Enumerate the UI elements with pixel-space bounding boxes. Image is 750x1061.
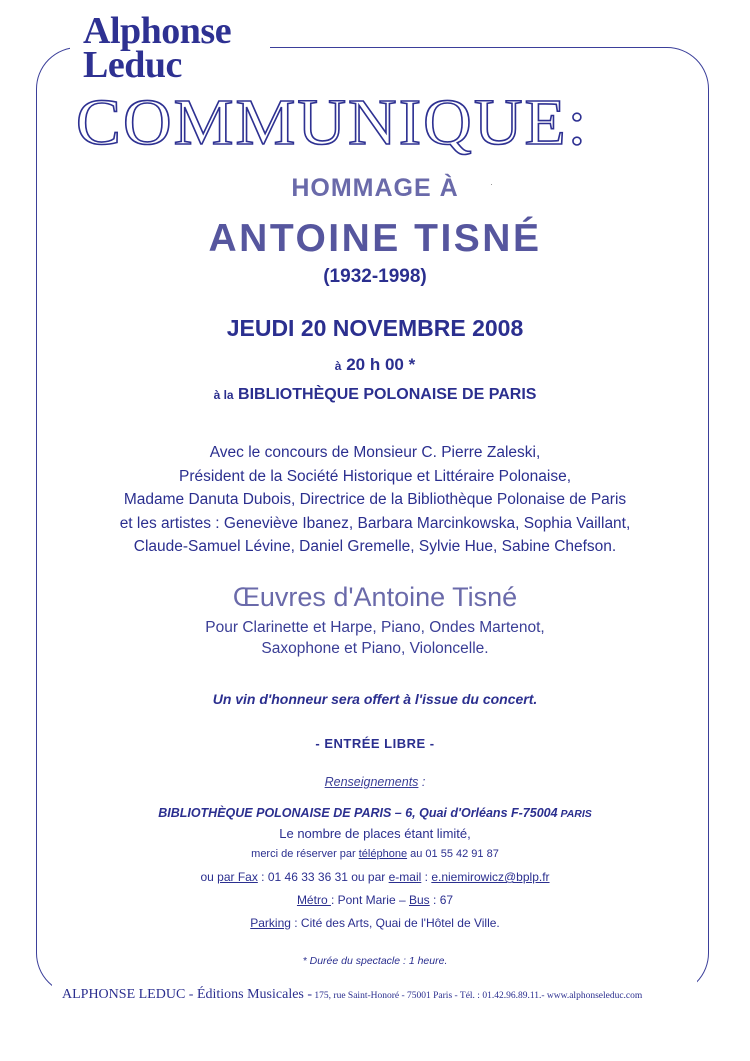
credits-line: Président de la Société Historique et Littéraire Polonaise,	[178, 467, 572, 485]
works-list	[0, 617, 750, 659]
composer-years: (1932-1998)	[323, 266, 427, 287]
bus-label: Bus	[409, 893, 430, 907]
publisher-logo	[83, 10, 232, 86]
telephone-link[interactable]: téléphone	[358, 848, 408, 860]
works-title: Œuvres d'Antoine Tisné	[232, 582, 518, 612]
logo-line-1: Alphonse	[83, 10, 232, 52]
event-venue	[0, 386, 750, 404]
parking-value: : Cité des Arts, Quai de l'Hôtel de Ville.	[290, 916, 500, 930]
event-time	[0, 355, 750, 375]
parking-line	[0, 916, 750, 930]
info-title-text: Renseignements	[324, 775, 419, 789]
email-label-link[interactable]: e-mail	[388, 870, 422, 884]
reservation-line	[0, 848, 750, 860]
limited-places: Le nombre de places étant limité,	[279, 826, 471, 841]
venue-address	[0, 806, 750, 820]
time-value: 20 h 00 *	[346, 355, 416, 374]
logo-line-2: Leduc	[83, 44, 182, 86]
credits-line: et les artistes : Geneviève Ibanez, Barbara Marcinkowska, Sophia Vaillant,	[119, 514, 631, 532]
address-city: PARIS	[557, 808, 592, 820]
duration-note: * Durée du spectacle : 1 heure.	[302, 955, 448, 967]
email-address-link[interactable]: e.niemirowicz@bplp.fr	[431, 870, 550, 884]
hommage-title: HOMMAGE À	[291, 174, 459, 202]
fax-email-line	[0, 870, 750, 884]
metro-value: : Pont Marie –	[330, 893, 409, 907]
venue-name: BIBLIOTHÈQUE POLONAISE DE PARIS	[238, 386, 537, 403]
reception-note: Un vin d'honneur sera offert à l'issue du concert.	[212, 691, 538, 707]
works-line: Pour Clarinette et Harpe, Piano, Ondes Martenot,	[205, 619, 545, 636]
parking-label: Parking	[250, 916, 291, 930]
metro-label: Métro	[296, 893, 331, 907]
footer-publisher: ALPHONSE LEDUC - Éditions Musicales -	[62, 987, 313, 1002]
bus-value: : 67	[429, 893, 454, 907]
credits	[0, 441, 750, 559]
event-date: JEUDI 20 NOVEMBRE 2008	[226, 315, 524, 341]
fax-link[interactable]: par Fax	[217, 870, 258, 884]
credits-line: Claude-Samuel Lévine, Daniel Gremelle, Sylvie Hue, Sabine Chefson.	[133, 538, 617, 555]
works-line: Saxophone et Piano, Violoncelle.	[261, 640, 489, 657]
email-sep: :	[421, 870, 432, 884]
communique-heading: COMMUNIQUE:	[76, 86, 589, 159]
free-entry: - ENTRÉE LIBRE -	[315, 736, 435, 751]
venue-prefix: à la	[213, 388, 234, 402]
fax-number: : 01 46 33 36 31 ou par	[257, 870, 389, 884]
info-title-suffix: :	[418, 775, 426, 789]
footer-details: 175, rue Saint-Honoré - 75001 Paris - Tél. : 01.42.96.89.11.- www.alphonseleduc.com	[312, 991, 643, 1001]
reserve-phone: au 01 55 42 91 87	[407, 848, 499, 860]
address-name: BIBLIOTHÈQUE POLONAISE DE PARIS – 6, Quai d'Orléans F-75004	[158, 806, 558, 820]
composer-name: ANTOINE TISNÉ	[208, 217, 542, 260]
time-prefix: à	[334, 359, 342, 373]
metro-line	[0, 893, 750, 907]
reserve-prefix: merci de réserver par	[251, 848, 359, 860]
info-title	[0, 775, 750, 789]
credits-line: Avec le concours de Monsieur C. Pierre Zaleski,	[209, 444, 541, 461]
fax-prefix: ou	[200, 870, 218, 884]
credits-line: Madame Danuta Dubois, Directrice de la Bibliothèque Polonaise de Paris	[123, 491, 627, 508]
footer	[62, 985, 642, 1003]
